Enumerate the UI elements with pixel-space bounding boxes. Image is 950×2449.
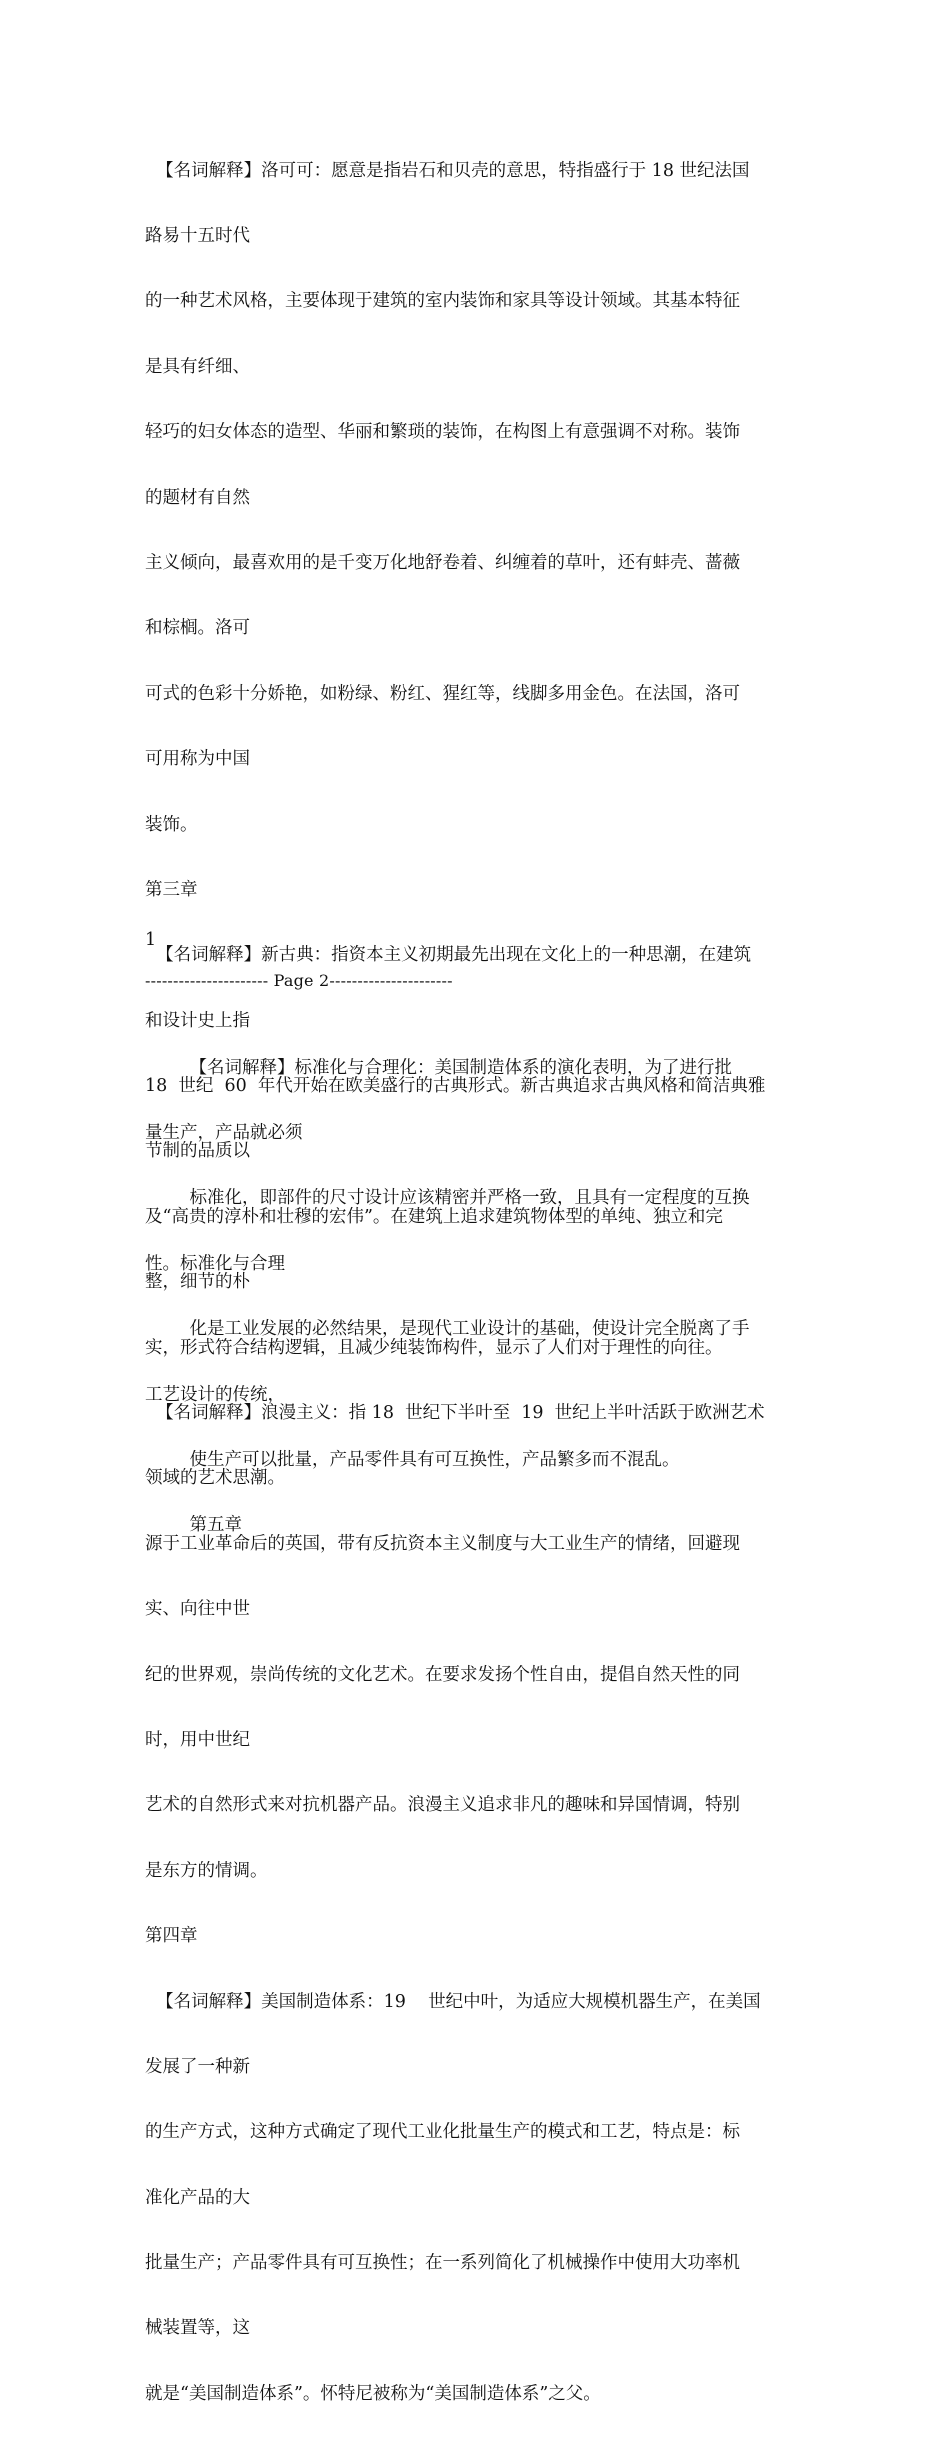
text-line: 的一种艺术风格，主要体现于建筑的室内装饰和家具等设计领域。其基本特征 bbox=[145, 291, 740, 312]
text-line: 轻巧的妇女体态的造型、华丽和繁琐的装饰，在构图上有意强调不对称。装饰 bbox=[145, 422, 740, 443]
section-2-text bbox=[145, 1014, 815, 1581]
text-line: 【名词解释】标准化与合理化：美国制造体系的演化表明，为了进行批 bbox=[145, 1057, 732, 1078]
text-line: 化是工业发展的必然结果，是现代工业设计的基础，使设计完全脱离了手 bbox=[145, 1319, 750, 1340]
text-line: 实，形式符合结构逻辑，且减少纯装饰构件，显示了人们对于理性的向往。 bbox=[145, 1337, 723, 1358]
text-line: 是东方的情调。 bbox=[145, 1860, 268, 1881]
text-line: 【名词解释】浪漫主义：指 18 世纪下半叶至 19 世纪上半叶活跃于欧洲艺术 bbox=[145, 1403, 765, 1424]
text-line: 实、向往中世 bbox=[145, 1599, 250, 1620]
text-line: 标准化，即部件的尺寸设计应该精密并严格一致，且具有一定程度的互换 bbox=[145, 1188, 750, 1209]
page-number: 1 bbox=[145, 930, 157, 950]
text-line: 路易十五时代 bbox=[145, 225, 250, 246]
text-line: 领域的艺术思潮。 bbox=[145, 1468, 285, 1489]
text-line: 量生产，产品就必须 bbox=[145, 1122, 303, 1143]
text-line: 整，细节的朴 bbox=[145, 1272, 250, 1293]
text-line: 性。标准化与合理 bbox=[145, 1253, 285, 1274]
text-line: 械装置等，这 bbox=[145, 2318, 250, 2339]
text-line: 时，用中世纪 bbox=[145, 1729, 250, 1750]
text-line: 发展了一种新 bbox=[145, 2056, 250, 2077]
text-line: 和设计史上指 bbox=[145, 1010, 250, 1031]
text-line: 的题材有自然 bbox=[145, 487, 250, 508]
chapter-heading: 第三章 bbox=[145, 879, 198, 900]
text-line: 就是“美国制造体系”。怀特尼被称为“美国制造体系”之父。 bbox=[145, 2383, 601, 2404]
chapter-heading: 第五章 bbox=[145, 1515, 243, 1536]
text-line: 工艺设计的传统， bbox=[145, 1384, 285, 1405]
text-line: 装饰。 bbox=[145, 814, 198, 835]
text-line: 主义倾向，最喜欢用的是千变万化地舒卷着、纠缠着的草叶，还有蚌壳、蔷薇 bbox=[145, 552, 740, 573]
text-line: 准化产品的大 bbox=[145, 2187, 250, 2208]
text-line: 18 世纪 60 年代开始在欧美盛行的古典形式。新古典追求古典风格和简洁典雅 bbox=[145, 1076, 766, 1097]
text-line: 艺术的自然形式来对抗机器产品。浪漫主义追求非凡的趣味和异国情调，特别 bbox=[145, 1795, 740, 1816]
text-line: 【名词解释】洛可可：愿意是指岩石和贝壳的意思，特指盛行于 18 世纪法国 bbox=[145, 160, 750, 181]
text-line: 是具有纤细、 bbox=[145, 356, 250, 377]
text-line: 批量生产；产品零件具有可互换性；在一系列简化了机械操作中使用大功率机 bbox=[145, 2253, 740, 2274]
text-line: 和棕榈。洛可 bbox=[145, 618, 250, 639]
text-line: 及“高贵的淳朴和壮穆的宏伟”。在建筑上追求建筑物体型的单纯、独立和完 bbox=[145, 1206, 723, 1227]
text-line: 可式的色彩十分娇艳，如粉绿、粉红、猩红等，线脚多用金色。在法国，洛可 bbox=[145, 683, 740, 704]
page-separator: ---------------------- Page 2---------------------- bbox=[145, 971, 453, 990]
text-line: 的生产方式，这种方式确定了现代工业化批量生产的模式和工艺，特点是：标 bbox=[145, 2122, 740, 2143]
text-line: 节制的品质以 bbox=[145, 1141, 250, 1162]
text-line: 使生产可以批量，产品零件具有可互换性，产品繁多而不混乱。 bbox=[145, 1449, 680, 1470]
text-line: 【名词解释】美国制造体系：19 世纪中叶，为适应大规模机器生产，在美国 bbox=[145, 1991, 761, 2012]
text-line: 源于工业革命后的英国，带有反抗资本主义制度与大工业生产的情绪，回避现 bbox=[145, 1533, 740, 1554]
chapter-heading: 第四章 bbox=[145, 1926, 198, 1947]
text-line: 纪的世界观，崇尚传统的文化艺术。在要求发扬个性自由，提倡自然天性的同 bbox=[145, 1664, 740, 1685]
text-line: 【名词解释】新古典：指资本主义初期最先出现在文化上的一种思潮，在建筑 bbox=[145, 945, 752, 966]
text-line: 可用称为中国 bbox=[145, 749, 250, 770]
